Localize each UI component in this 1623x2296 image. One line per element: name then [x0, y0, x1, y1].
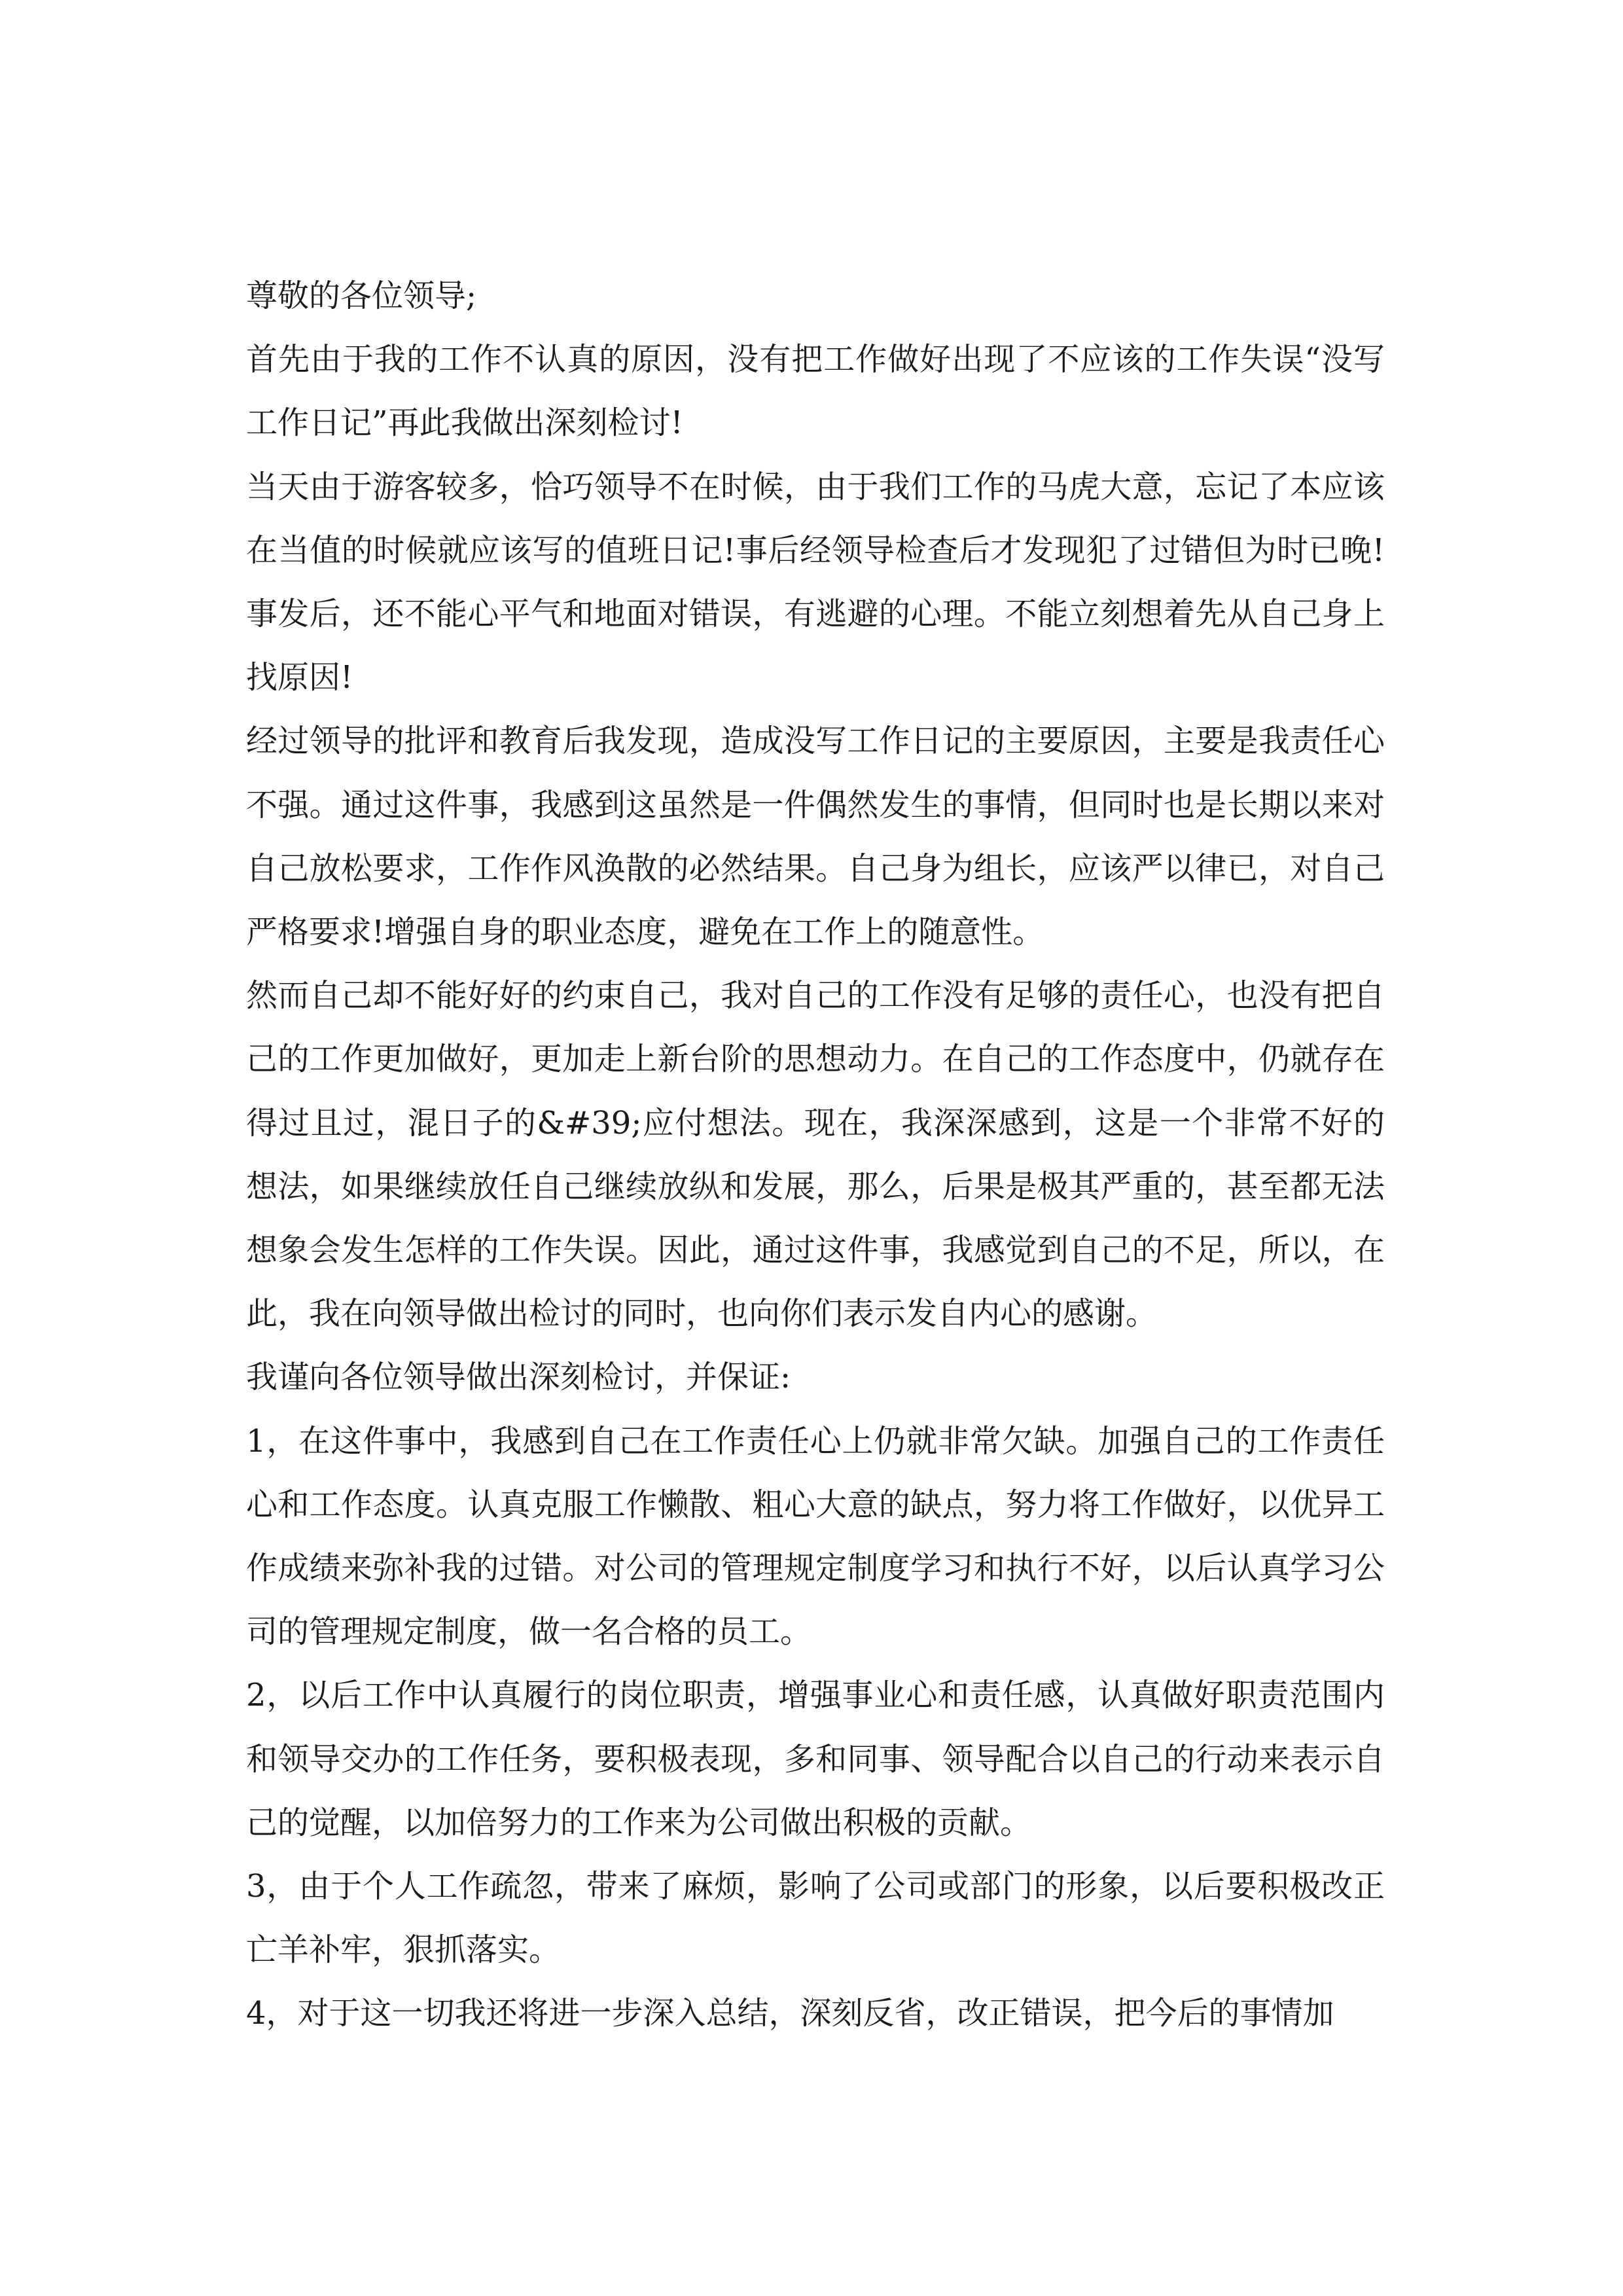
paragraph-3: 经过领导的批评和教育后我发现，造成没写工作日记的主要原因，主要是我责任心不强。通过这件事，我感到这虽然是一件偶然发生的事情，但同时也是长期以来对自己放松要求，工作作风涣散的必然结果。自己身为组长，应该严以律已，对自己严格要求!增强自身的职业态度，避免在工作上的随意性。	[246, 723, 1385, 951]
paragraph-5: 我谨向各位领导做出深刻检讨，并保证:	[246, 1359, 791, 1396]
paragraph-1: 首先由于我的工作不认真的原因，没有把工作做好出现了不应该的工作失误“没写工作日记”再此我做出深刻检讨!	[246, 341, 1385, 442]
paragraph-2: 当天由于游客较多，恰巧领导不在时候，由于我们工作的马虎大意，忘记了本应该在当值的时候就应该写的值班日记!事后经领导检查后才发现犯了过错但为时已晚!事发后，还不能心平气和地面对错误，有逃避的心理。不能立刻想着先从自己身上找原因!	[246, 468, 1385, 696]
list-item-1: 1，在这件事中，我感到自己在工作责任心上仍就非常欠缺。加强自己的工作责任心和工作态度。认真克服工作懒散、粗心大意的缺点，努力将工作做好，以优异工作成绩来弥补我的过错。对公司的管理规定制度学习和执行不好，以后认真学习公司的管理规定制度，做一名合格的员工。	[246, 1422, 1385, 1651]
paragraph-4: 然而自己却不能好好的约束自己，我对自己的工作没有足够的责任心，也没有把自己的工作更加做好，更加走上新台阶的思想动力。在自己的工作态度中，仍就存在得过且过，混日子的&#39;应付想法。现在，我深深感到，这是一个非常不好的想法，如果继续放任自己继续放纵和发展，那么，后果是极其严重的，甚至都无法想象会发生怎样的工作失误。因此，通过这件事，我感觉到自己的不足，所以，在此，我在向领导做出检讨的同时，也向你们表示发自内心的感谢。	[246, 977, 1385, 1333]
document-body	[246, 264, 1385, 2046]
salutation: 尊敬的各位领导;	[246, 278, 477, 314]
list-item-3: 3，由于个人工作疏忽，带来了麻烦，影响了公司或部门的形象，以后要积极改正亡羊补牢，狠抓落实。	[246, 1868, 1385, 1969]
list-item-2: 2，以后工作中认真履行的岗位职责，增强事业心和责任感，认真做好职责范围内和领导交办的工作任务，要积极表现，多和同事、领导配合以自己的行动来表示自己的觉醒，以加倍努力的工作来为公司做出积极的贡献。	[246, 1677, 1385, 1841]
list-item-4: 4，对于这一切我还将进一步深入总结，深刻反省，改正错误，把今后的事情加	[246, 1995, 1334, 2032]
